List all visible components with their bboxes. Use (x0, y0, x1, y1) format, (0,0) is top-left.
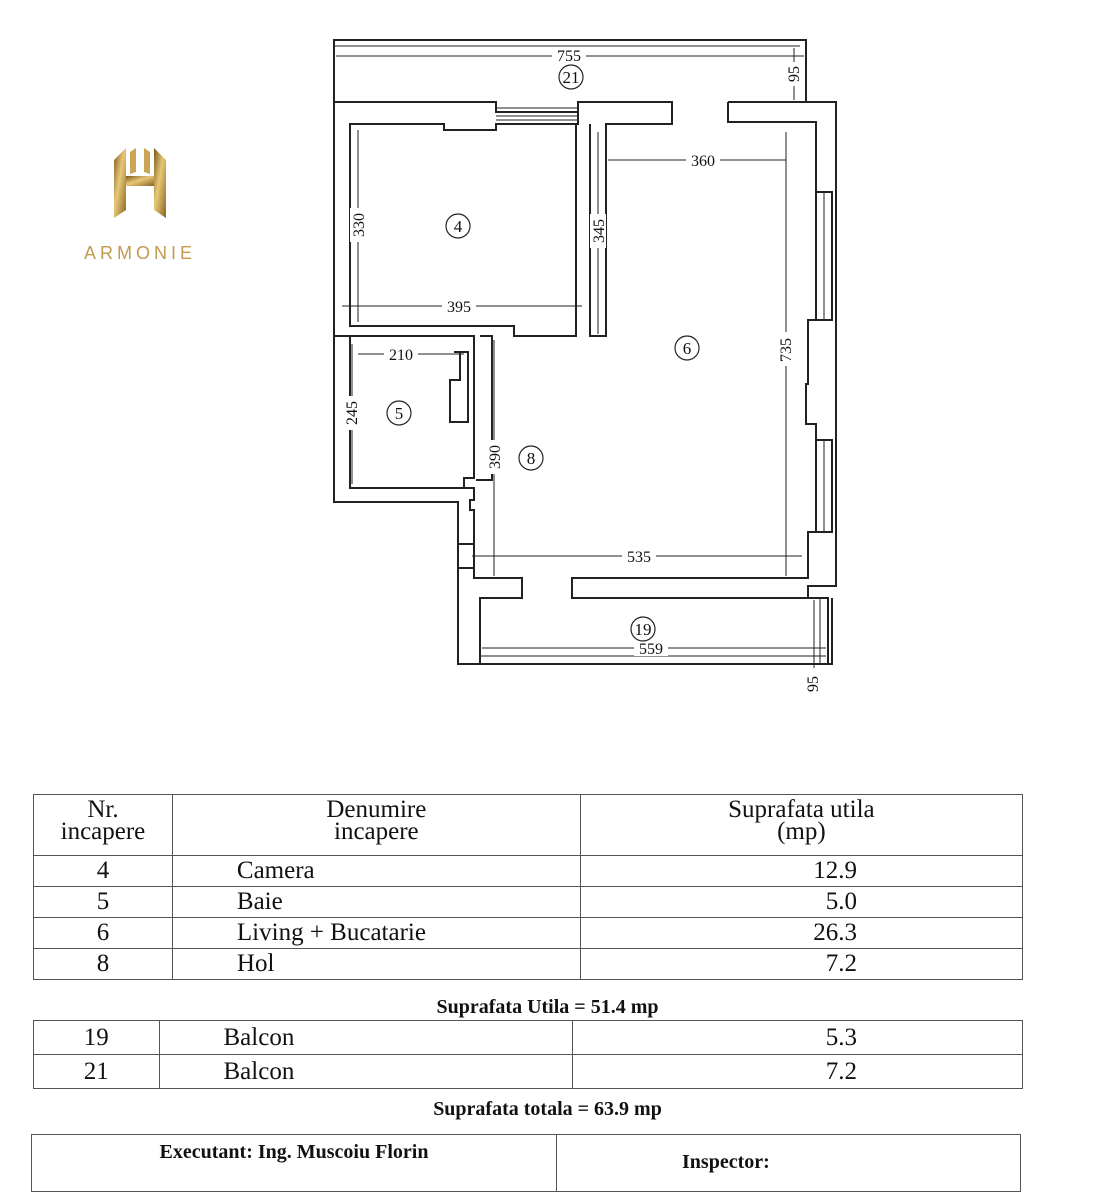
useful-area-summary: Suprafata Utila = 51.4 mp (436, 996, 659, 1018)
dim-hall-height: 390 (487, 445, 504, 469)
balcony-table (33, 1020, 1023, 1089)
inspector-cell: Inspector: (557, 1135, 1021, 1192)
cell-area: 7.2 (580, 949, 1022, 980)
room-marker-19: 19 (634, 620, 652, 639)
cell-nr: 19 (34, 1021, 160, 1055)
rooms-table (33, 794, 1023, 980)
dim-camera-width: 395 (447, 299, 471, 316)
cell-area: 5.3 (572, 1021, 1022, 1055)
header-nr-line1: Nr. (87, 796, 119, 823)
header-area (580, 795, 1022, 856)
cell-nr: 5 (34, 887, 173, 918)
cell-name: Baie (172, 887, 580, 918)
table-row (32, 1135, 1021, 1192)
cell-area: 12.9 (580, 856, 1022, 887)
dim-bottom-balcony-width: 559 (639, 641, 663, 658)
table-row (34, 949, 1023, 980)
table-row (34, 918, 1023, 949)
cell-area: 7.2 (572, 1055, 1022, 1089)
cell-area: 26.3 (580, 918, 1022, 949)
cell-name: Camera (172, 856, 580, 887)
dim-bath-width: 210 (389, 347, 413, 364)
header-area-line1: Suprafata utila (728, 796, 875, 823)
cell-nr: 4 (34, 856, 173, 887)
dim-top-balcony-width: 755 (557, 48, 581, 65)
cell-nr: 6 (34, 918, 173, 949)
cell-name: Living + Bucatarie (172, 918, 580, 949)
cell-name: Balcon (159, 1055, 572, 1089)
room-marker-21: 21 (562, 68, 580, 87)
room-marker-8: 8 (526, 449, 536, 468)
table-header-row (34, 795, 1023, 856)
cell-area: 5.0 (580, 887, 1022, 918)
dim-camera-height-left: 330 (351, 213, 368, 237)
brand-name: ARMONIE (83, 243, 196, 263)
header-name-line2: incapere (334, 818, 419, 845)
room-marker-5: 5 (394, 404, 404, 423)
cell-nr: 8 (34, 949, 173, 980)
table-row (34, 856, 1023, 887)
dim-bath-height: 245 (344, 401, 361, 425)
total-area-summary: Suprafata totala = 63.9 mp (433, 1098, 662, 1120)
table-row (34, 1055, 1023, 1089)
table-row (34, 1021, 1023, 1055)
dim-bottom-balcony-depth: 95 (805, 676, 822, 692)
dim-living-width: 360 (691, 153, 715, 170)
header-name (172, 795, 580, 856)
signature-table (31, 1134, 1021, 1192)
dim-living-height: 735 (778, 338, 795, 362)
dim-top-balcony-depth: 95 (786, 66, 803, 82)
cell-nr: 21 (34, 1055, 160, 1089)
dim-living-bottom-width: 535 (627, 549, 651, 566)
header-name-line1: Denumire (326, 796, 427, 823)
header-area-line2: (mp) (777, 818, 826, 845)
executant-cell: Executant: Ing. Muscoiu Florin (32, 1135, 557, 1192)
header-nr-line2: incapere (60, 818, 146, 845)
room-marker-6: 6 (682, 339, 692, 358)
room-marker-4: 4 (453, 217, 463, 236)
header-nr (34, 795, 173, 856)
dim-camera-height-right: 345 (591, 219, 608, 243)
table-row (34, 887, 1023, 918)
cell-name: Balcon (159, 1021, 572, 1055)
cell-name: Hol (172, 949, 580, 980)
